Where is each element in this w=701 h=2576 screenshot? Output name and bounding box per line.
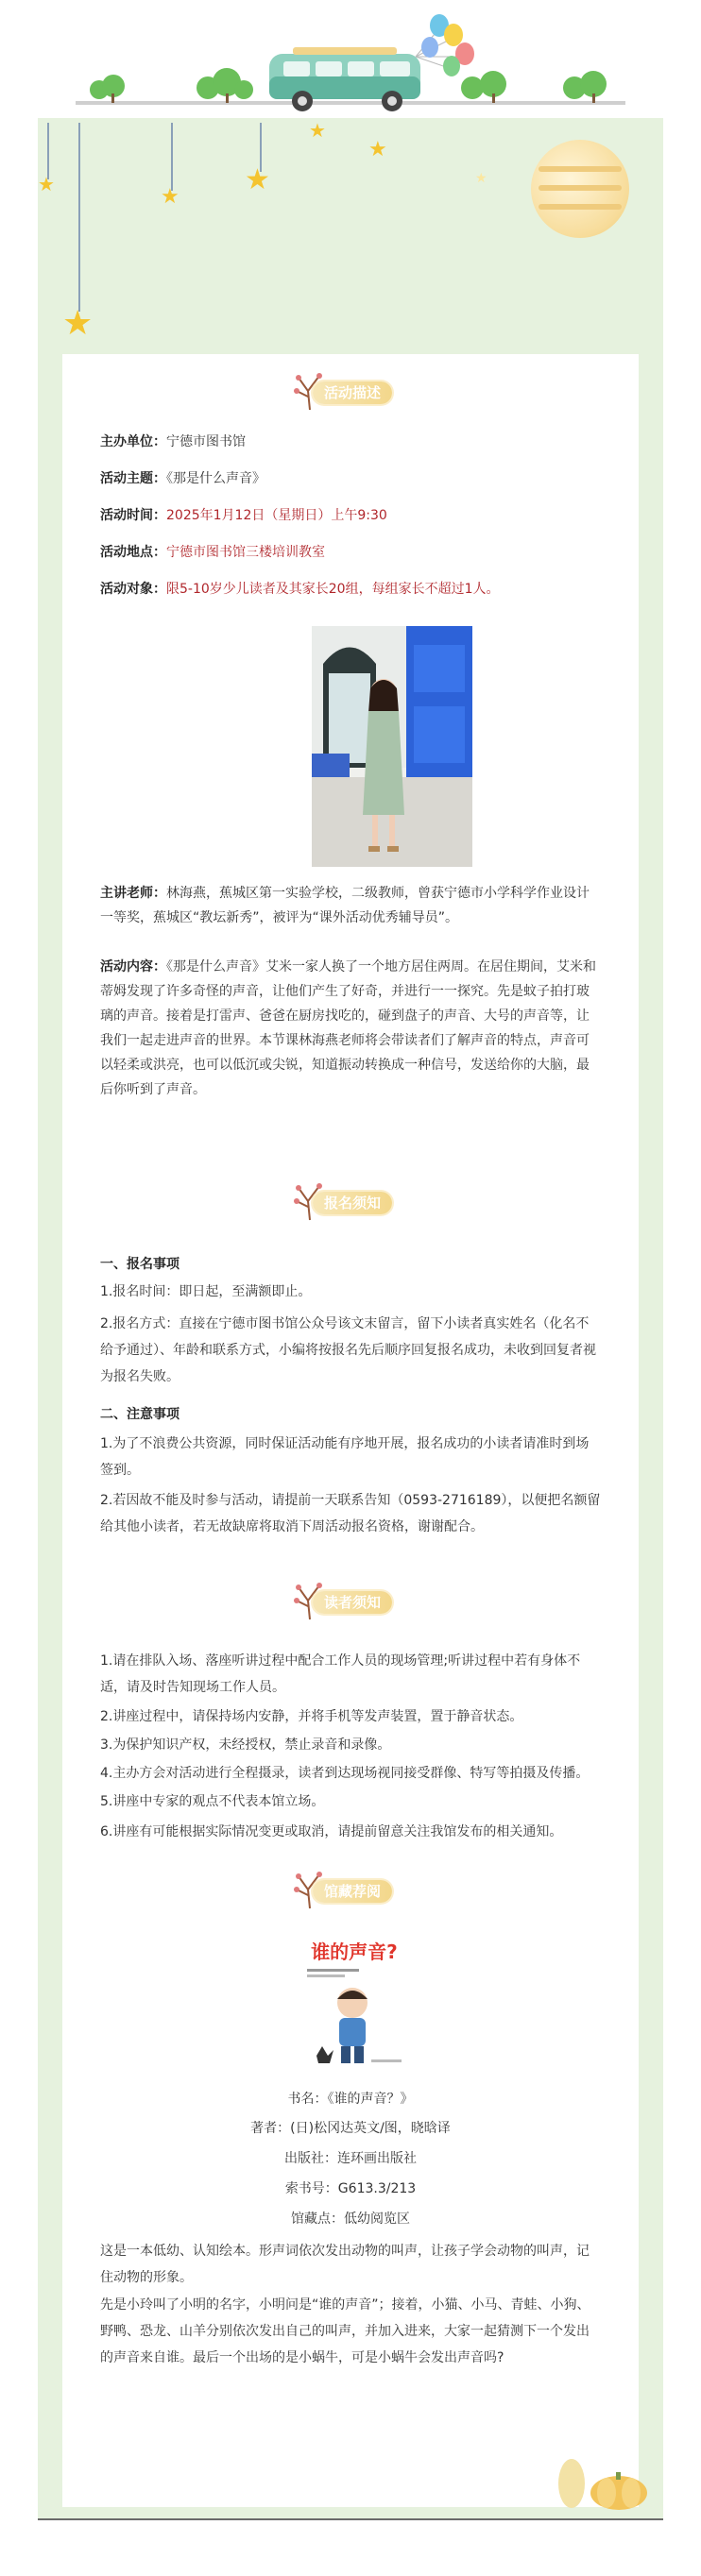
section-title: 馆藏荐阅	[313, 1880, 392, 1903]
star-icon: ★	[38, 173, 55, 195]
star-icon: ★	[161, 185, 180, 209]
teacher-photo	[312, 626, 472, 867]
footer-divider	[38, 2518, 663, 2520]
section-header-activity	[62, 368, 639, 415]
section-header-rules	[62, 1578, 639, 1625]
book-desc-1: 这是一本低幼、认知绘本。形声词依次发出动物的叫声，让孩子学会动物的叫声，记住动物的形象。	[100, 2244, 590, 2285]
event-place: 活动地点：宁德市图书馆三楼培训教室	[100, 545, 325, 560]
book-publisher: 出版社：连环画出版社	[284, 2151, 417, 2166]
section-title: 活动描述	[313, 381, 392, 404]
moon-illustration	[531, 140, 629, 238]
event-teacher: 主讲老师：林海燕，蕉城区第一实验学校，二级教师，曾获宁德市小学科学作业设计一等奖，蕉城区“教坛新秀”，被评为“课外活动优秀辅导员”。	[100, 886, 590, 925]
event-theme: 活动主题：《那是什么声音》	[100, 471, 265, 486]
section-title: 报名须知	[313, 1192, 392, 1214]
section-header-books	[62, 1867, 639, 1914]
pumpkin-decoration	[548, 2446, 652, 2512]
signup-note-1: 1.为了不浪费公共资源，同时保证活动能有序地开展，报名成功的小读者请准时到场签到。	[100, 1436, 590, 1478]
star-icon: ★	[475, 171, 487, 186]
rule-1: 1.请在排队入场、落座听讲过程中配合工作人员的现场管理;听讲过程中若有身体不适，请及时告知现场工作人员。	[100, 1653, 581, 1695]
star-icon: ★	[368, 138, 387, 161]
event-content: 活动内容：《那是什么声音》艾米一家人换了一个地方居住两周。在居住期间，艾米和蒂姆发现了许多奇怪的声音，让他们产生了好奇，并进行一一探究。先是蚊子拍打玻璃的声音。接着是打雷声、爸爸在厨房找吃的，碰到盘子的声音、大号的声音等，让我们一起走进声音的世界。本节课林海燕老师将会带读者们了解声音的特点，声音可以轻柔或洪亮，也可以低沉或尖锐，知道振动转换成一种信号，发送给你的大脑，最后你听到了声音。	[100, 959, 596, 1097]
signup-note-2: 2.若因故不能及时参与活动，请提前一天联系告知（0593-2716189），以便把名额留给其他小读者，若无故缺席将取消下周活动报名资格，谢谢配合。	[100, 1493, 601, 1534]
event-host: 主办单位：宁德市图书馆	[100, 434, 246, 449]
star-icon: ★	[62, 304, 94, 343]
star-icon: ★	[309, 119, 326, 142]
book-location: 馆藏点：低幼阅览区	[291, 2212, 410, 2227]
content-card	[62, 354, 639, 2507]
star-string	[78, 123, 80, 312]
rule-5: 5.讲座中专家的观点不代表本馆立场。	[100, 1794, 325, 1809]
book-author: 著者：(日)松冈达英文/图，晓晗译	[250, 2121, 451, 2136]
book-title: 书名：《谁的声音？》	[287, 2092, 414, 2107]
signup-heading-2: 二、注意事项	[100, 1407, 180, 1422]
rule-3: 3.为保护知识产权，未经授权，禁止录音和录像。	[100, 1737, 391, 1753]
star-string	[47, 123, 49, 179]
section-title: 读者须知	[313, 1591, 392, 1614]
book-call-number: 索书号：G613.3/213	[284, 2181, 417, 2196]
book-desc-2: 先是小玲叫了小明的名字，小明问是“谁的声音”；接着，小猫、小马、青蛙、小狗、野鸭、恐龙、山羊分别依次发出自己的叫声，并加入进来，大家一起猜测下一个发出的声音来自谁。最后一个出场的是小蜗牛，可是小蜗牛会发出声音吗?	[100, 2297, 590, 2365]
star-string	[171, 123, 173, 191]
van-illustration	[76, 14, 625, 123]
event-time: 活动时间：2025年1月12日（星期日）上午9:30	[100, 508, 387, 523]
book-cover-illustration	[298, 1965, 411, 2075]
section-header-signup	[62, 1178, 639, 1226]
rule-2: 2.讲座过程中，请保持场内安静，并将手机等发声装置，置于静音状态。	[100, 1709, 523, 1724]
rule-6: 6.讲座有可能根据实际情况变更或取消，请提前留意关注我馆发布的相关通知。	[100, 1824, 563, 1839]
rule-4: 4.主办方会对活动进行全程摄录，读者到达现场视同接受群像、特写等拍摄及传播。	[100, 1766, 590, 1781]
book-cover-title: 谁的声音?	[311, 1940, 398, 1963]
signup-time: 1.报名时间：即日起，至满额即止。	[100, 1284, 312, 1299]
signup-method: 2.报名方式：直接在宁德市图书馆公众号该文末留言，留下小读者真实姓名（化名不给予通过）、年龄和联系方式，小编将按报名先后顺序回复报名成功，未收到回复者视为报名失败。	[100, 1316, 596, 1384]
signup-heading-1: 一、报名事项	[100, 1257, 180, 1272]
event-target: 活动对象：限5-10岁少儿读者及其家长20组，每组家长不超过1人。	[100, 582, 500, 597]
star-icon: ★	[245, 163, 270, 196]
book-cover	[298, 1933, 411, 2075]
content-frame	[38, 354, 663, 2518]
